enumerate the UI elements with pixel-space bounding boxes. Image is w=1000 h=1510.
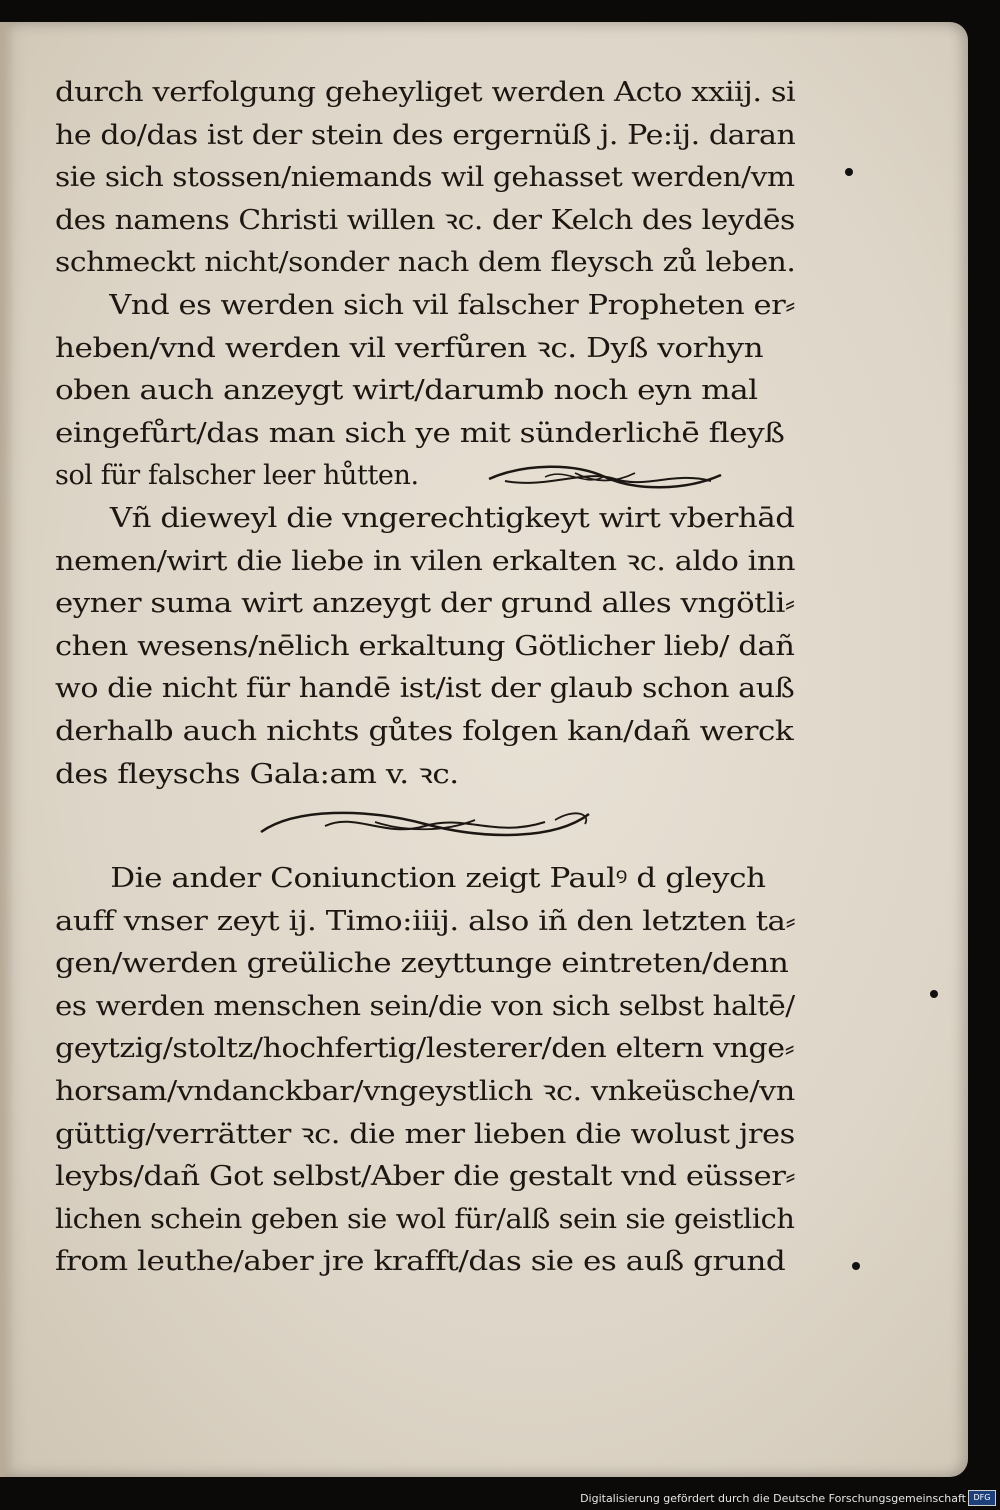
paragraph-1 [55, 72, 805, 285]
text-line: oben auch anzeygt wirt/darumb noch eyn mal [55, 375, 758, 407]
text-line: he do/das ist der stein des ergernüß j. Pe:ij. daran [55, 119, 796, 151]
text-line: des fleyschs Gala:am v. ꝛc. [55, 758, 459, 790]
footer-bar [0, 1482, 1000, 1510]
text-line-with-flourish [55, 455, 805, 498]
paper-speck [845, 168, 853, 176]
text-line: es werden menschen sein/die von sich selbst haltē/ [55, 990, 795, 1022]
text-line: Die ander Coniunction zeigt Paulꝰ d gleych [110, 863, 766, 895]
text-line: sie sich stossen/niemands wil gehasset werden/vm [55, 162, 795, 194]
text-line: wo die nicht für handē ist/ist der glaub schon auß [55, 673, 795, 705]
section-divider-ornament [55, 796, 805, 858]
text-line: gen/werden greüliche zeyttunge eintreten/denn [55, 948, 789, 980]
dfg-logo: DFG [968, 1490, 996, 1506]
text-line: geytzig/stoltz/hochfertig/lesterer/den eltern vnge⸗ [55, 1033, 795, 1065]
text-line: des namens Christi willen ꝛc. der Kelch des leydēs [55, 204, 795, 236]
text-line: derhalb auch nichts gůtes folgen kan/dañ werck [55, 715, 794, 747]
text-line: nemen/wirt die liebe in vilen erkalten ꝛc. aldo inn [55, 545, 796, 577]
paper-speck [852, 1262, 860, 1270]
text-line: from leuthe/aber jre krafft/das sie es auß grund [55, 1246, 786, 1278]
page-gutter-shadow [0, 22, 14, 1477]
inline-flourish-ornament [485, 459, 725, 495]
text-line: sol für falscher leer hůtten. [55, 460, 419, 492]
paragraph-3 [55, 498, 805, 796]
text-line: eingefůrt/das man sich ye mit sünderlichē fleyß [55, 417, 785, 449]
text-line: leybs/dañ Got selbst/Aber die gestalt vnd eüsser⸗ [55, 1161, 796, 1193]
text-line: güttig/verrätter ꝛc. die mer lieben die wolust jres [55, 1118, 795, 1150]
text-line: chen wesens/nēlich erkaltung Götlicher lieb/ dañ [55, 630, 795, 662]
text-line: eyner suma wirt anzeygt der grund alles vngötli⸗ [55, 588, 795, 620]
footer-credit: Digitalisierung gefördert durch die Deutsche Forschungsgemeinschaft [580, 1492, 966, 1505]
text-line: lichen schein geben sie wol für/alß sein sie geistlich [55, 1203, 795, 1235]
text-line: durch verfolgung geheyliget werden Acto xxiij. si [55, 77, 796, 108]
text-line: Vnd es werden sich vil falscher Propheten er⸗ [109, 289, 796, 321]
text-line: horsam/vndanckbar/vngeystlich ꝛc. vnkeüsche/vn [55, 1076, 795, 1108]
text-line: heben/vnd werden vil verfůren ꝛc. Dyß vorhyn [55, 332, 764, 364]
paragraph-2 [55, 285, 805, 498]
paragraph-4 [55, 858, 805, 1284]
paper-speck [930, 990, 938, 998]
text-line: auff vnser zeyt ij. Timo:iiij. also iñ den letzten ta⸗ [55, 905, 796, 937]
text-line: schmeckt nicht/sonder nach dem fleysch zů leben. [55, 247, 796, 279]
text-block [55, 72, 805, 1284]
flourish-ornament [255, 802, 595, 846]
text-line: Vñ dieweyl die vngerechtigkeyt wirt vberhād [109, 502, 795, 534]
